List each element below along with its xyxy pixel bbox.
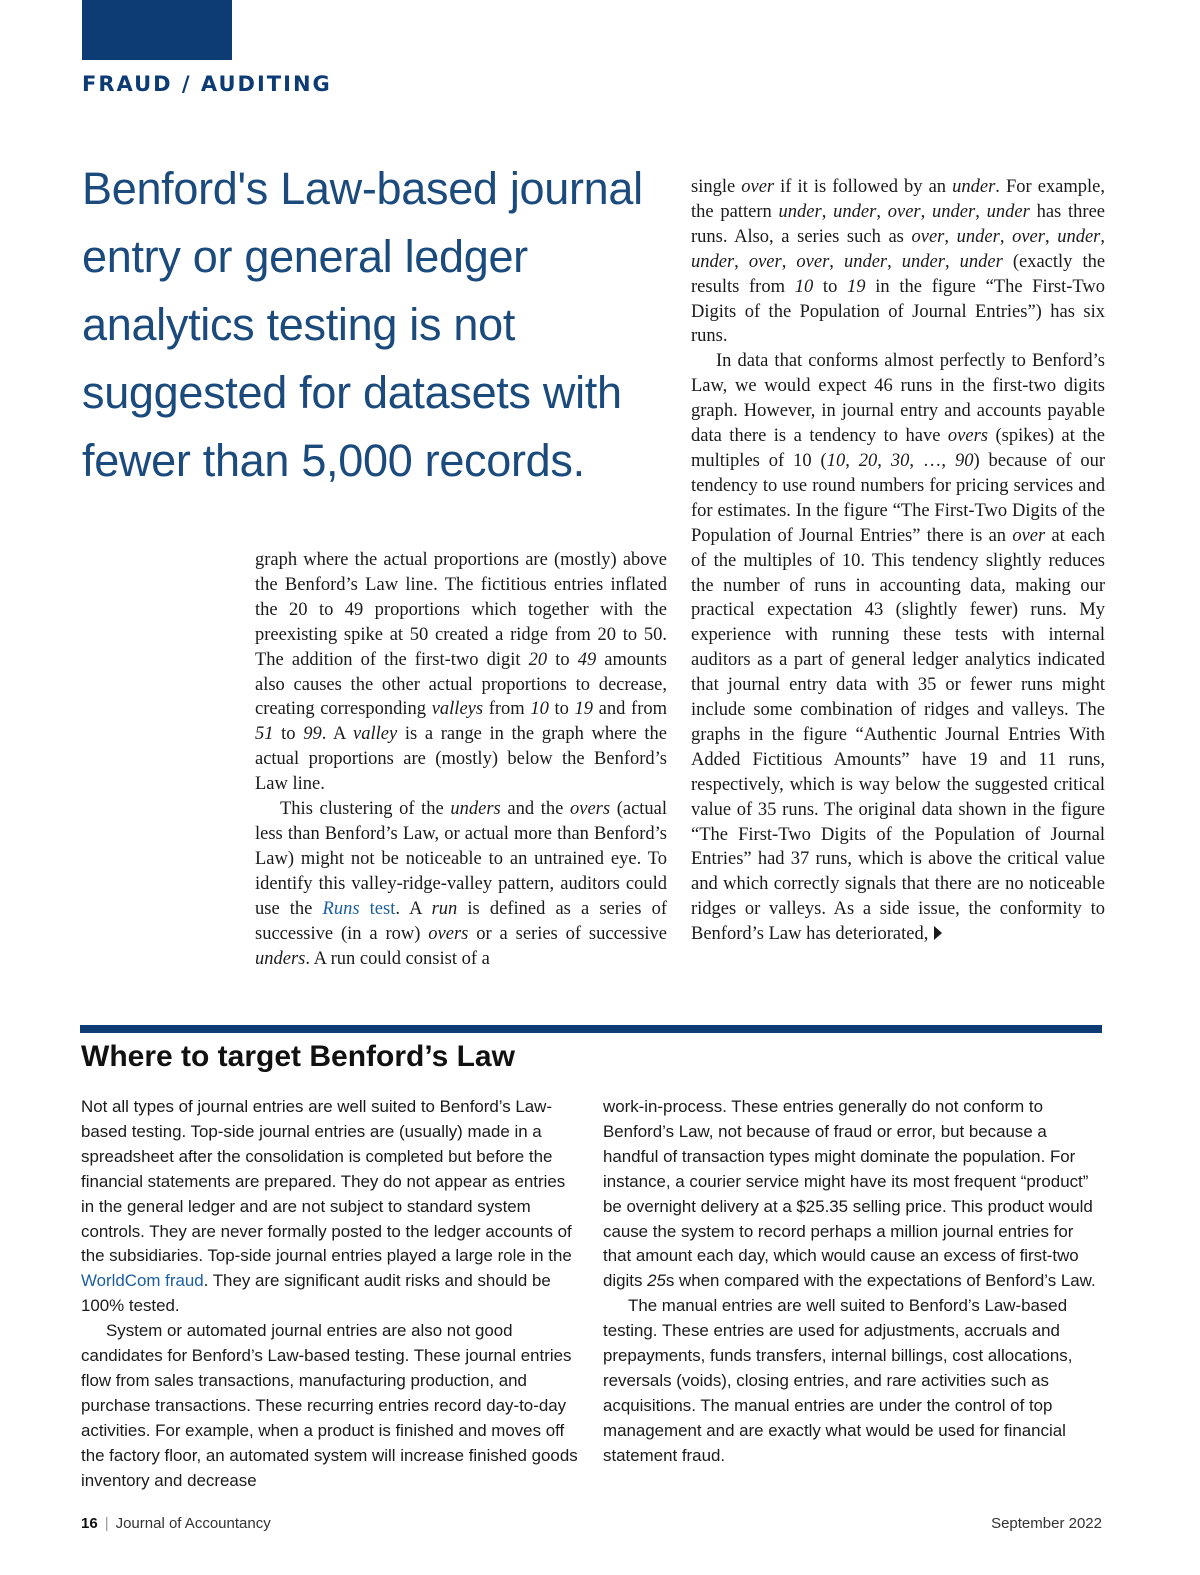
article-paragraph: In data that conforms almost perfectly to Benford’s Law, we would expect 46 runs in the first-two digits graph. However, in journal entry and accounts payable data there is a tendency to have overs (spikes) at the multiples of 10 (10, 20, 30, …, 90) because of our tendency to use round numbers for pricing services and for estimates. In the figure “The First-Two Digits of the Population of Journal Entries” there is an over at each of the multiples of 10. This tendency slightly reduces the number of runs in accounting data, making our practical expectation 43 (slightly fewer) runs. My experience with running these tests with internal auditors as a part of general ledger analytics indicated that journal entry data with 35 or fewer runs might include some combination of ridges and valleys. The graphs in the figure “Authentic Journal Entries With Added Fictitious Amounts” have 19 and 11 runs, respectively, which is way below the suggested critical value of 35 runs. The original data shown in the figure “The First-Two Digits of the Population of Journal Entries” had 37 runs, which is above the critical value and which correctly signals that there are no noticeable ridges or valleys. As a side issue, the conformity to Benford’s Law has deteriorated, [691, 351, 1106, 945]
issue-date: September 2022 [991, 1515, 1102, 1532]
header-color-block [82, 0, 232, 60]
sidebar-paragraph: Not all types of journal entries are well suited to Benford’s Law-based testing. Top-side journal entries are (usually) made in a spreadsheet after the consolidation is completed but before the financial statements are prepared. They do not appear as entries in the general ledger and are not subject to standard system controls. They are never formally posted to the ledger accounts of the subsidiaries. Top-side journal entries played a large role in the WorldCom fraud. They are significant audit risks and should be 100% tested. [81, 1097, 572, 1316]
article-column-left [255, 548, 667, 971]
worldcom-fraud-link[interactable]: WorldCom fraud [81, 1271, 204, 1291]
page-number: 16 [81, 1515, 98, 1532]
sidebar-column-right [603, 1095, 1101, 1469]
section-label: FRAUD / AUDITING [82, 72, 332, 96]
sidebar-column-left [81, 1095, 581, 1494]
article-paragraph: graph where the actual proportions are (mostly) above the Benford’s Law line. The fictitious entries inflated the 20 to 49 proportions which together with the preexisting spike at 50 created a ridge from 20 to 50. The addition of the first-two digit 20 to 49 amounts also causes the other actual proportions to decrease, creating corresponding valleys from 10 to 19 and from 51 to 99. A valley is a range in the graph where the actual proportions are (mostly) below the Benford’s Law line. [255, 550, 668, 795]
sidebar-paragraph: The manual entries are well suited to Benford’s Law-based testing. These entries are used for adjustments, accruals and prepayments, funds transfers, internal billings, cost allocations, reversals (voids), closing entries, and rare activities such as acquisitions. The manual entries are under the control of top management and are exactly what would be used for financial statement fraud. [603, 1296, 1073, 1465]
article-paragraph: This clustering of the unders and the overs (actual less than Benford’s Law, or actual more than Benford’s Law) might not be noticeable to an untrained eye. To identify this valley-ridge-valley pattern, auditors could use the Runs test. A run is defined as a series of successive (in a row) overs or a series of successive unders. A run could consist of a [255, 799, 668, 969]
sidebar-paragraph: work-in-process. These entries generally do not conform to Benford’s Law, not because of fraud or error, but because a handful of transaction types might dominate the population. For instance, a courier service might have its most frequent “product” be overnight delivery at a $25.35 selling price. This product would cause the system to record perhaps a million journal entries for that amount each day, which would cause an excess of first-two digits 25s when compared with the expectations of Benford’s Law. [603, 1097, 1096, 1291]
article-column-right [691, 175, 1105, 947]
sidebar-divider [80, 1025, 1102, 1033]
continue-arrow-icon [934, 926, 942, 940]
footer-separator: | [104, 1515, 109, 1532]
sidebar-title: Where to target Benford’s Law [81, 1040, 515, 1073]
article-paragraph: single over if it is followed by an under. For example, the pattern under, under, over, under, under has three runs. Also, a series such as over, under, over, under, under, over, over, under, under, under (exactly the results from 10 to 19 in the figure “The First-Two Digits of the Population of Journal Entries”) has six runs. [691, 177, 1106, 347]
runs-test-link[interactable]: Runs test [322, 898, 396, 919]
publication-name: Journal of Accountancy [115, 1515, 271, 1532]
pull-quote: Benford's Law-based journal entry or general ledger analytics testing is not suggested for datasets with fewer than 5,000 records. [82, 163, 643, 486]
sidebar-paragraph: System or automated journal entries are also not good candidates for Benford’s Law-based testing. These journal entries flow from sales transactions, manufacturing production, and purchase transactions. These recurring entries record day-to-day activities. For example, when a product is finished and moves off the factory floor, an automated system will increase finished goods inventory and decrease [81, 1321, 578, 1490]
page-footer [81, 1515, 1102, 1532]
